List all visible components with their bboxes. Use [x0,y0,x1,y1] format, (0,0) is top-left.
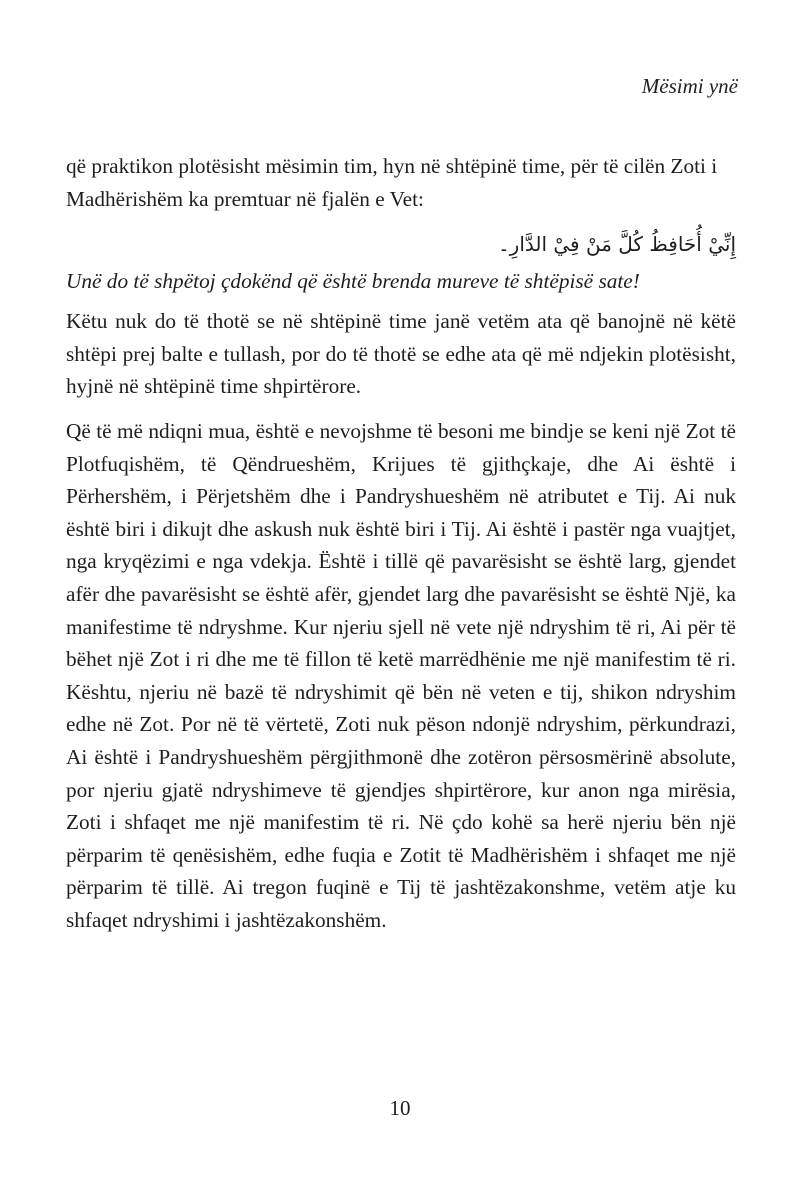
page-number: 10 [389,1096,411,1120]
arabic-verse: إِنِّيْ أُحَافِظُ كُلَّ مَنْ فِيْ الدَّارِ۔ [497,232,736,257]
paragraph-house: Këtu nuk do të thotë se në shtëpinë time janë vetëm ata që banojnë në këtë shtëpi prej balte e tullash, por do të thotë se edhe ata që më ndjekin plotësisht, hyjnë në shtëpinë time shpirtërore. [66,309,736,399]
running-header: Mësimi ynë [641,74,738,98]
paragraph-intro: që praktikon plotësisht mësimin tim, hyn në shtëpinë time, për të cilën Zoti i Madhërishëm ka premtuar në fjalën e Vet: [66,154,718,211]
verse-translation: Unë do të shpëtoj çdokënd që është brenda mureve të shtëpisë sate! [66,269,640,294]
page-body [66,150,736,936]
paragraph-god-attributes: Që të më ndiqni mua, është e nevojshme të besoni me bindje se keni një Zot të Plotfuqishëm, të Qëndrueshëm, Krijues të gjithçkaje, dhe Ai është i Përhershëm, i Përjetshëm dhe i Pandryshueshëm në atributet e Tij. Ai nuk është biri i dikujt dhe askush nuk është biri i Tij. Ai është i pastër nga vuajtjet, nga kryqëzimi e nga vdekja. Është i tillë që pavarësisht se është larg, gjendet afër dhe pavarësisht se është afër, gjendet larg dhe pavarësisht se është Një, ka manifestime të ndryshme. Kur njeriu sjell në vete një ndryshim të ri, Ai për të bëhet një Zot i ri dhe me të fillon të ketë marrëdhënie me një manifestim të ri. Kështu, njeriu në bazë të ndryshimit që bën në veten e tij, shikon ndryshim edhe në Zot. Por në të vërtetë, Zoti nuk pëson ndonjë ndryshim, përkundrazi, Ai është i Pandryshueshëm përgjithmonë dhe zotëron përsosmërinë absolute, por njeriu gjatë ndryshimeve të gjendjes shpirtërore, kur anon nga mirësia, Zoti i shfaqet me një manifestim të ri. Në çdo kohë sa herë njeriu bën një përparim të qenësishëm, edhe fuqia e Zotit të Madhërishëm i shfaqet me një përparim të tillë. Ai tregon fuqinë e Tij të jashtëzakonshme, vetëm atje ku shfaqet ndryshimi i jashtëzakonshëm. [66,418,736,932]
